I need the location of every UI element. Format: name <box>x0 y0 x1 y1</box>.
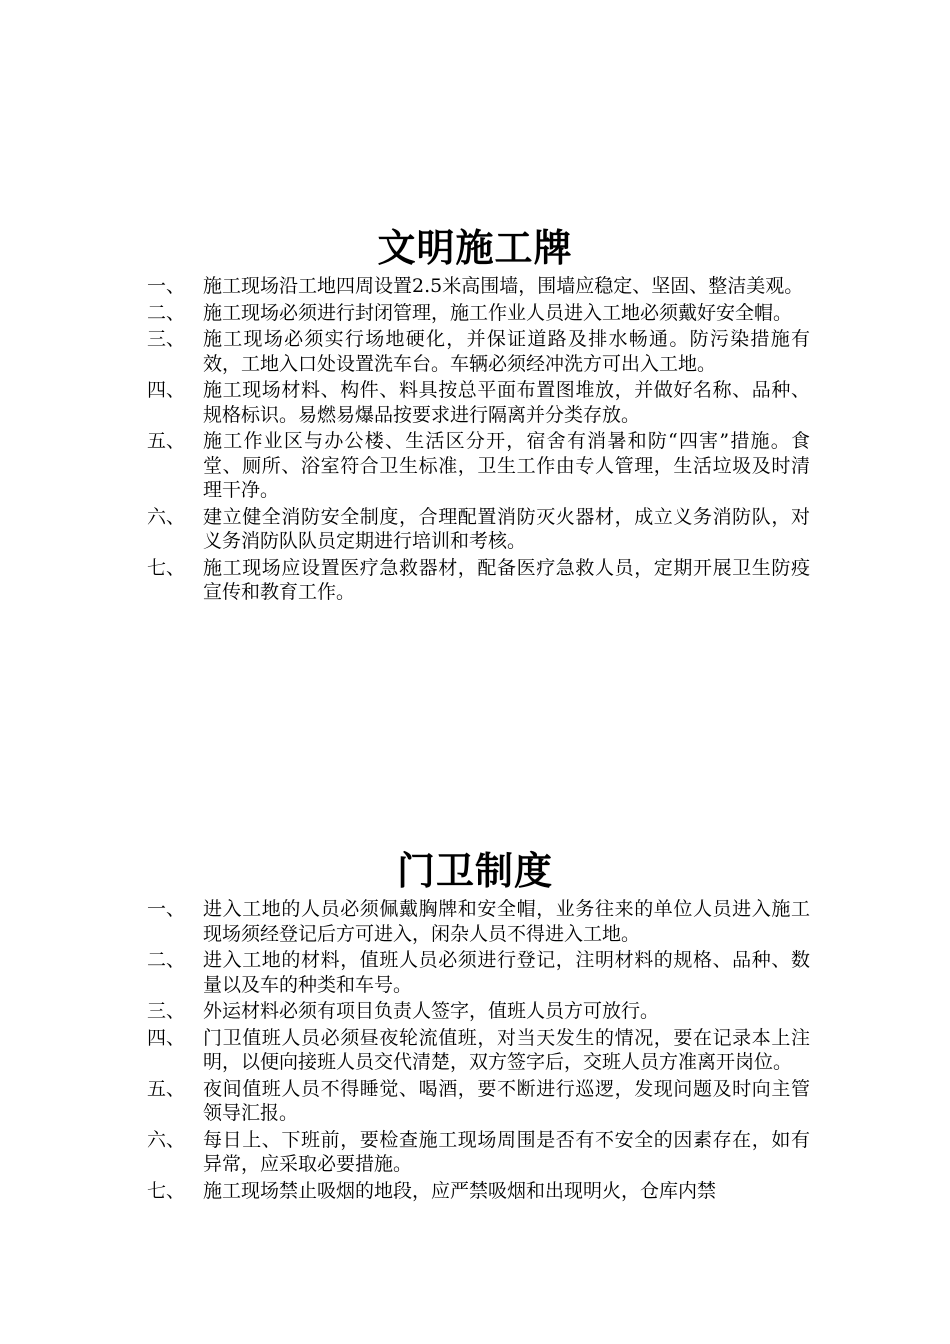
list-item <box>0 948 950 997</box>
item-text: 外运材料必须有项目负责人签字，值班人员方可放行。 <box>203 1000 660 1022</box>
list-item <box>0 301 950 326</box>
item-text: 施工现场沿工地四周设置2.5米高围墙，围墙应稳定、坚固、整洁美观。 <box>203 275 804 297</box>
item-text: 建立健全消防安全制度，合理配置消防灭火器材，成立义务消防队，对义务消防队队员定期进行培训和考核。 <box>203 505 810 552</box>
item-text: 进入工地的人员必须佩戴胸牌和安全帽，业务往来的单位人员进入施工现场须经登记后方可进入，闲杂人员不得进入工地。 <box>203 898 810 945</box>
civilized-construction-section <box>0 222 950 607</box>
list-item <box>0 429 950 503</box>
gatekeeper-rules-section <box>0 845 950 1205</box>
item-number: 二、 <box>147 301 186 324</box>
list-item <box>0 897 950 946</box>
list-item <box>0 327 950 376</box>
list-item <box>0 1026 950 1075</box>
list-item <box>0 999 950 1024</box>
item-number: 二、 <box>147 949 186 971</box>
item-text: 施工现场禁止吸烟的地段，应严禁吸烟和出现明火，仓库内禁 <box>203 1179 717 1202</box>
item-number: 七、 <box>147 1179 186 1202</box>
item-text: 施工现场应设置医疗急救器材，配备医疗急救人员，定期开展卫生防疫宣传和教育工作。 <box>203 556 810 603</box>
item-number: 六、 <box>147 1128 186 1151</box>
item-number: 五、 <box>147 430 186 452</box>
item-text: 进入工地的材料，值班人员必须进行登记，注明材料的规格、品种、数量以及车的种类和车号。 <box>203 949 810 996</box>
section-title: 文明施工牌 <box>377 226 573 270</box>
rules-list <box>0 897 950 1203</box>
list-item <box>0 1077 950 1126</box>
item-text: 施工现场材料、构件、料具按总平面布置图堆放，并做好名称、品种、规格标识。易燃易爆品按要求进行隔离并分类存放。 <box>203 379 810 426</box>
list-item <box>0 378 950 427</box>
list-item <box>0 1128 950 1177</box>
item-number: 四、 <box>147 379 186 401</box>
section-title: 门卫制度 <box>396 849 553 893</box>
rules-list <box>0 274 950 605</box>
item-text: 门卫值班人员必须昼夜轮流值班，对当天发生的情况，要在记录本上注明，以便向接班人员交代清楚，双方签字后，交班人员方准离开岗位。 <box>203 1026 810 1073</box>
list-item <box>0 1179 950 1204</box>
item-number: 七、 <box>147 556 186 579</box>
list-item <box>0 274 950 299</box>
item-text: 夜间值班人员不得睡觉、喝酒，要不断进行巡逻，发现问题及时向主管领导汇报。 <box>203 1077 810 1124</box>
list-item <box>0 556 950 605</box>
item-number: 三、 <box>147 328 186 350</box>
item-number: 三、 <box>147 1000 186 1022</box>
item-number: 六、 <box>147 505 186 528</box>
item-text: 每日上、下班前，要检查施工现场周围是否有不安全的因素存在，如有异常，应采取必要措施。 <box>203 1128 810 1175</box>
list-item <box>0 505 950 554</box>
item-number: 五、 <box>147 1077 186 1100</box>
item-number: 四、 <box>147 1026 186 1049</box>
item-number: 一、 <box>147 275 186 297</box>
item-text: 施工现场必须实行场地硬化，并保证道路及排水畅通。防污染措施有效，工地入口处设置洗车台。车辆必须经冲洗方可出入工地。 <box>203 328 810 375</box>
item-text: 施工作业区与办公楼、生活区分开，宿舍有消暑和防“四害”措施。食堂、厕所、浴室符合卫生标准，卫生工作由专人管理，生活垃圾及时清理干净。 <box>203 430 810 501</box>
item-text: 施工现场必须进行封闭管理，施工作业人员进入工地必须戴好安全帽。 <box>203 301 793 324</box>
item-number: 一、 <box>147 898 186 920</box>
